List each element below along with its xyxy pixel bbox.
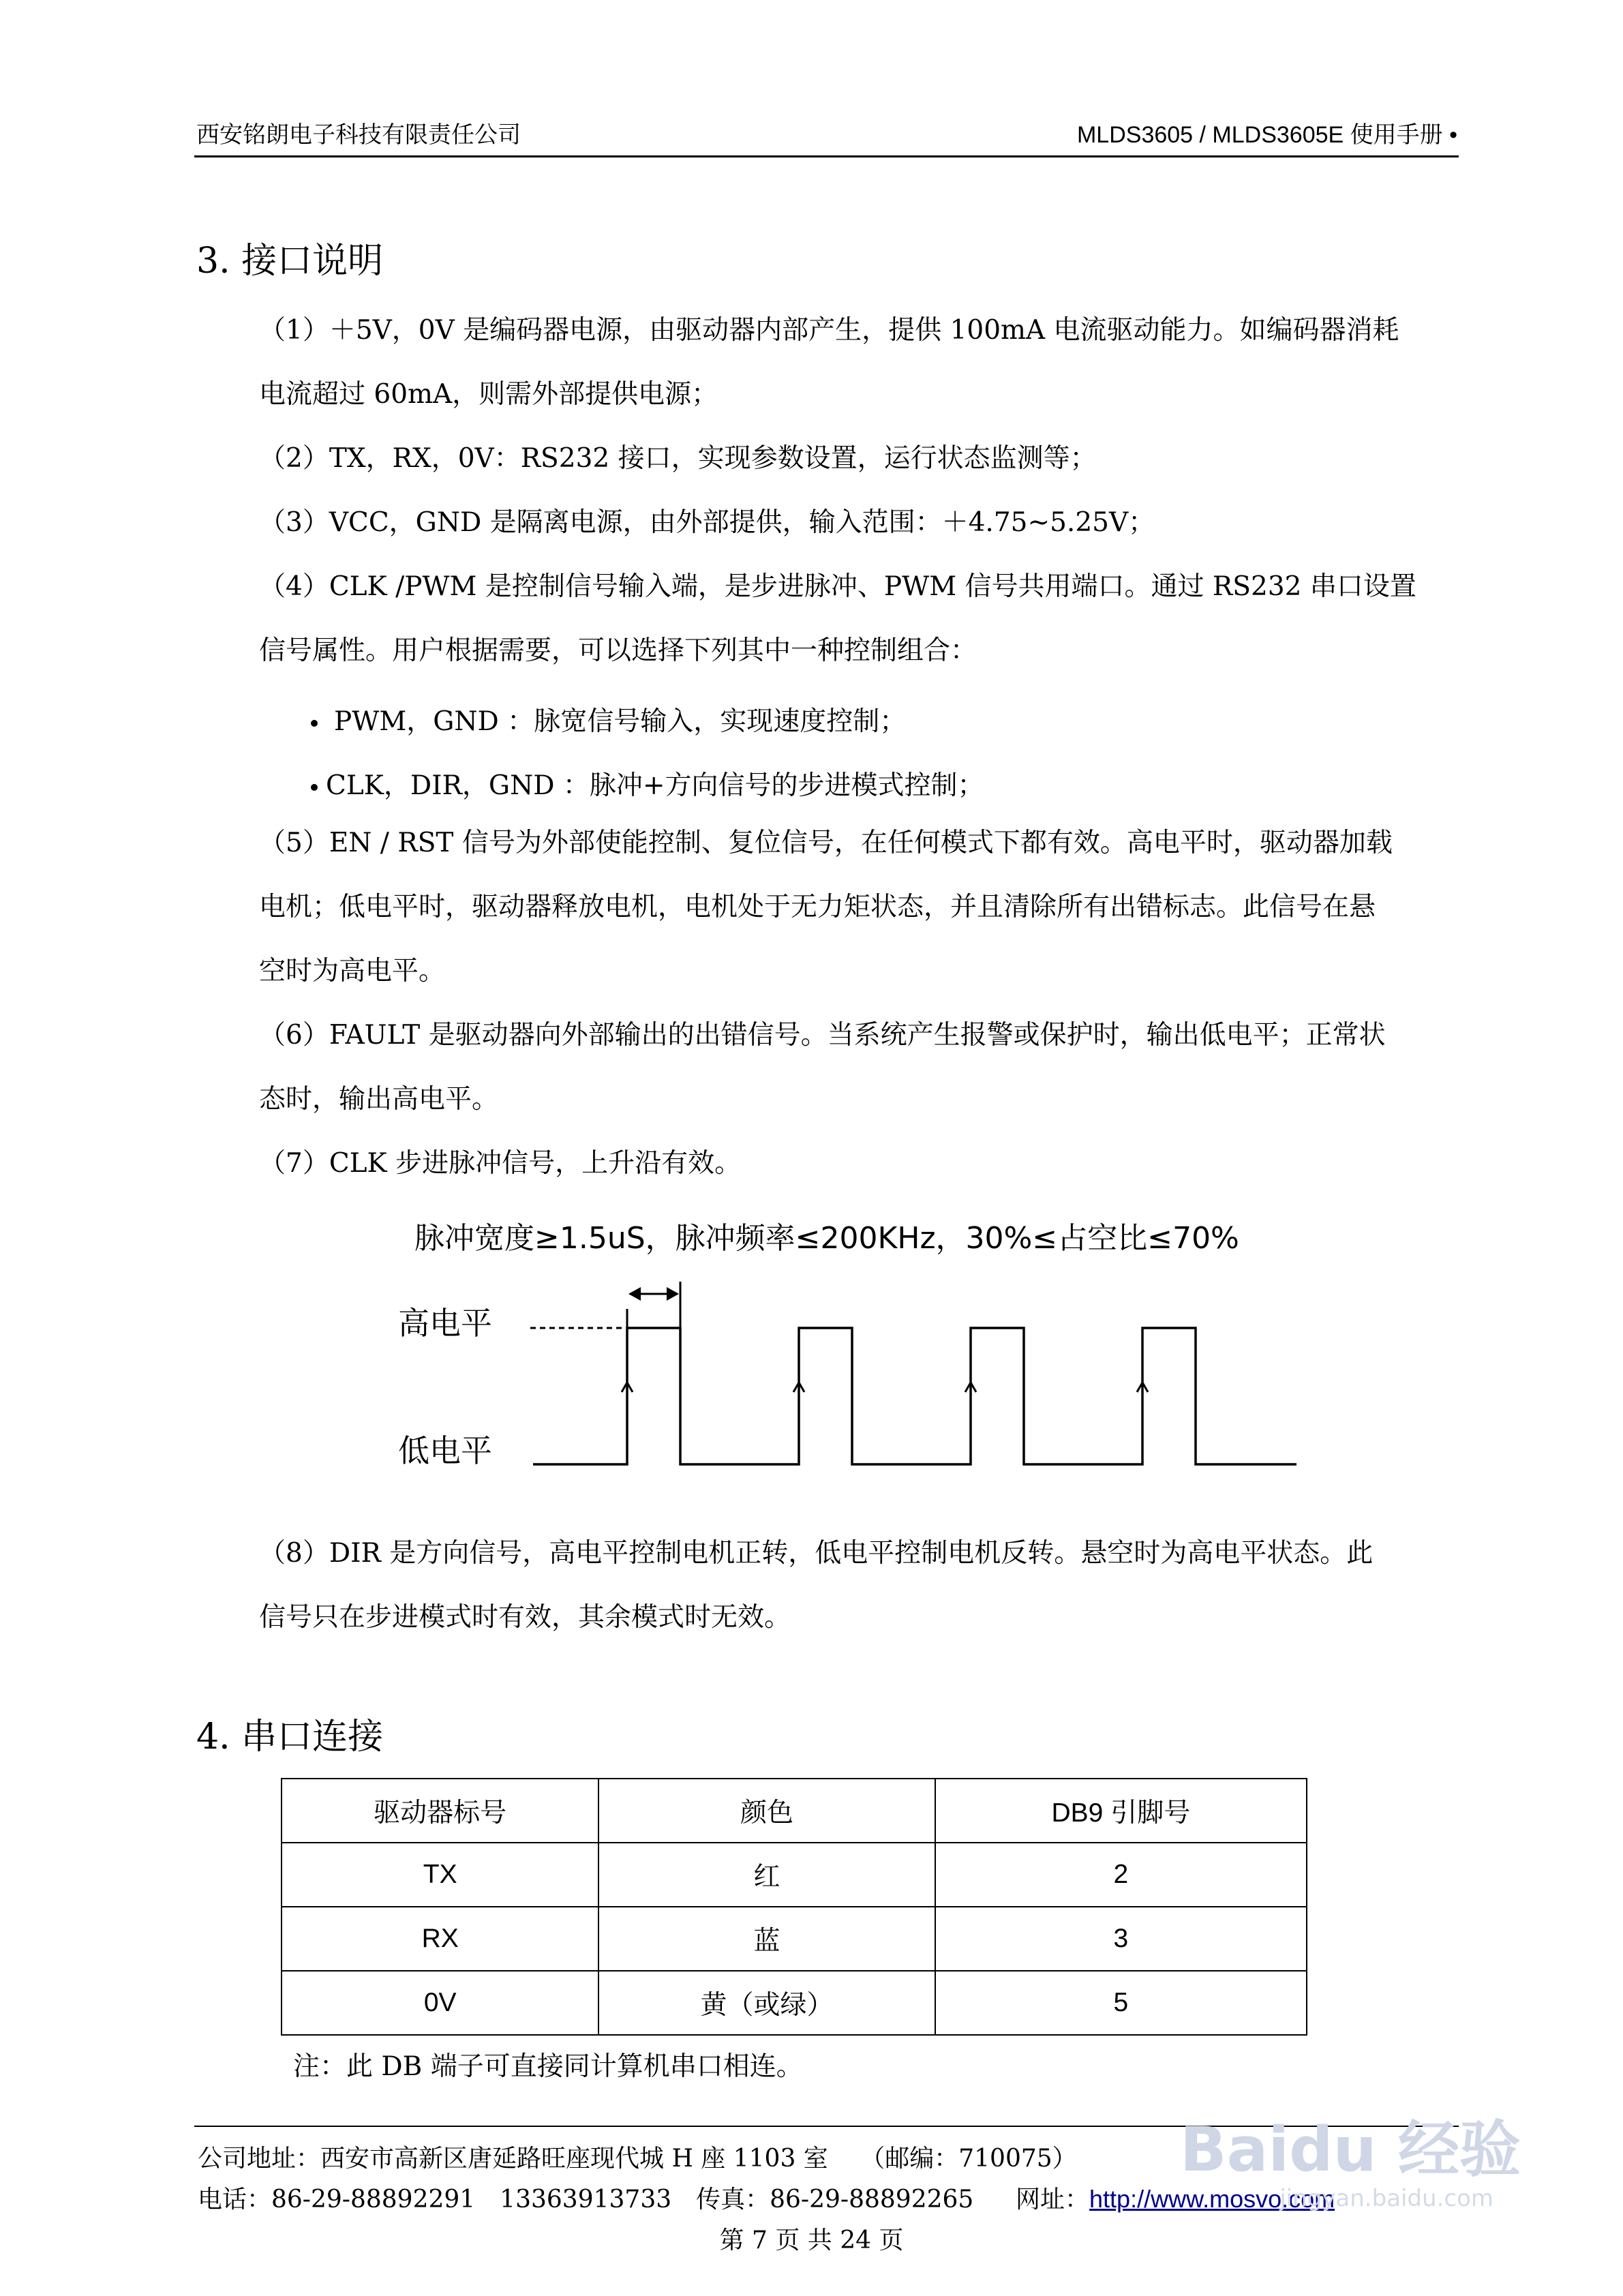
pulse-waveform xyxy=(409,1200,1363,1486)
paragraph-7 xyxy=(259,1132,1459,1196)
diagram-spec: 脉冲宽度≥1.5uS，脉冲频率≤200KHz，30%≤占空比≤70% xyxy=(414,1221,1239,1256)
width-arrow-right xyxy=(667,1287,679,1301)
paragraph-1-line-2: 电流超过 60mA，则需外部提供电源； xyxy=(259,379,718,410)
paragraph-5-line-2: 电机；低电平时，驱动器释放电机，电机处于无力矩状态，并且清除所有出错标志。此信号在悬 xyxy=(259,892,1376,922)
baidu-watermark-url: jingyan.baidu.com xyxy=(1279,2185,1493,2212)
table-row xyxy=(282,1907,1307,1971)
table-cell: 3 xyxy=(935,1907,1307,1971)
table-header-row xyxy=(282,1779,1307,1843)
table-cell: RX xyxy=(282,1907,598,1971)
table-cell: 红 xyxy=(598,1843,935,1907)
paragraph-4 xyxy=(259,555,1459,683)
paragraph-8 xyxy=(259,1522,1459,1650)
table-cell: 黄（或绿） xyxy=(598,1971,935,2035)
paragraph-3-line: （3）VCC，GND 是隔离电源，由外部提供，输入范围：＋4.75~5.25V； xyxy=(259,507,1155,538)
header-company: 西安铭朗电子科技有限责任公司 xyxy=(196,121,521,149)
table-header-cell: DB9 引脚号 xyxy=(935,1779,1307,1843)
paragraph-6-line-1: （6）FAULT 是驱动器向外部输出的出错信号。当系统产生报警或保护时，输出低电平；正常状 xyxy=(259,1020,1386,1051)
table-row xyxy=(282,1843,1307,1907)
table-cell: 2 xyxy=(935,1843,1307,1907)
paragraph-1-line-1: （1）＋5V，0V 是编码器电源，由驱动器内部产生，提供 100mA 电流驱动能力。如编码器消耗 xyxy=(259,315,1399,346)
serial-connection-table xyxy=(281,1778,1307,2036)
baidu-watermark-logo: Baidu 经验 xyxy=(1179,2114,1521,2186)
paragraph-1 xyxy=(259,299,1459,427)
table-row xyxy=(282,1971,1307,2035)
width-arrow-left xyxy=(628,1287,641,1301)
bullet-clk xyxy=(311,764,984,802)
header-rule xyxy=(194,155,1459,157)
bullet-dot xyxy=(311,784,318,791)
rising-edge-arrows xyxy=(622,1383,1148,1392)
paragraph-6-line-2: 态时，输出高电平。 xyxy=(259,1084,499,1115)
table-header-cell: 颜色 xyxy=(598,1779,935,1843)
bullet-pwm-text: PWM，GND ：脉宽信号输入，实现速度控制； xyxy=(334,706,907,737)
square-wave xyxy=(533,1328,1296,1464)
page-number: 第 7 页 共 24 页 xyxy=(719,2226,904,2254)
paragraph-5-line-1: （5）EN / RST 信号为外部使能控制、复位信号，在任何模式下都有效。高电平时，驱动器加载 xyxy=(259,828,1393,858)
bullet-clk-text: CLK，DIR，GND ：脉冲+方向信号的步进模式控制； xyxy=(326,770,984,801)
table-cell: 5 xyxy=(935,1971,1307,2035)
footer-address: 公司地址：西安市高新区唐延路旺座现代城 H 座 1103 室 （邮编：710075） xyxy=(198,2145,1077,2173)
table-cell: 0V xyxy=(282,1971,598,2035)
paragraph-4-line-2: 信号属性。用户根据需要，可以选择下列其中一种控制组合： xyxy=(259,635,977,666)
table-header-cell: 驱动器标号 xyxy=(282,1779,598,1843)
table-cell: TX xyxy=(282,1843,598,1907)
diagram-high-label: 高电平 xyxy=(398,1305,492,1342)
paragraph-6 xyxy=(259,1003,1459,1132)
diagram-low-label: 低电平 xyxy=(398,1432,492,1469)
paragraph-3 xyxy=(259,491,1459,555)
paragraph-2-line: （2）TX，RX，0V：RS232 接口，实现参数设置，运行状态监测等； xyxy=(259,443,1097,474)
section-4-title: 4. 串口连接 xyxy=(196,1717,384,1757)
pulse-timing-diagram xyxy=(398,1200,1363,1486)
website-link[interactable]: http://www.mosvo.com xyxy=(1089,2185,1335,2213)
bullet-dot xyxy=(311,720,318,727)
header-product: MLDS3605 / MLDS3605E 使用手册 • xyxy=(1076,122,1457,148)
website-label: 网址： xyxy=(1016,2186,1090,2214)
bullet-pwm xyxy=(311,700,906,738)
footer-phone: 电话：86-29-88892291 13363913733 传真：86-29-88892265 xyxy=(198,2186,974,2214)
table-cell: 蓝 xyxy=(598,1907,935,1971)
paragraph-4-line-1: （4）CLK /PWM 是控制信号输入端，是步进脉冲、PWM 信号共用端口。通过 RS232 串口设置 xyxy=(259,571,1416,602)
paragraph-5 xyxy=(259,811,1459,1003)
paragraph-8-line-2: 信号只在步进模式时有效，其余模式时无效。 xyxy=(259,1602,791,1633)
paragraph-5-line-3: 空时为高电平。 xyxy=(259,956,446,986)
paragraph-2 xyxy=(259,427,1459,491)
section-3-title: 3. 接口说明 xyxy=(196,241,384,282)
table-note: 注：此 DB 端子可直接同计算机串口相连。 xyxy=(293,2051,803,2082)
paragraph-8-line-1: （8）DIR 是方向信号，高电平控制电机正转，低电平控制电机反转。悬空时为高电平状态。此 xyxy=(259,1538,1374,1569)
paragraph-7-line: （7）CLK 步进脉冲信号，上升沿有效。 xyxy=(259,1148,742,1179)
